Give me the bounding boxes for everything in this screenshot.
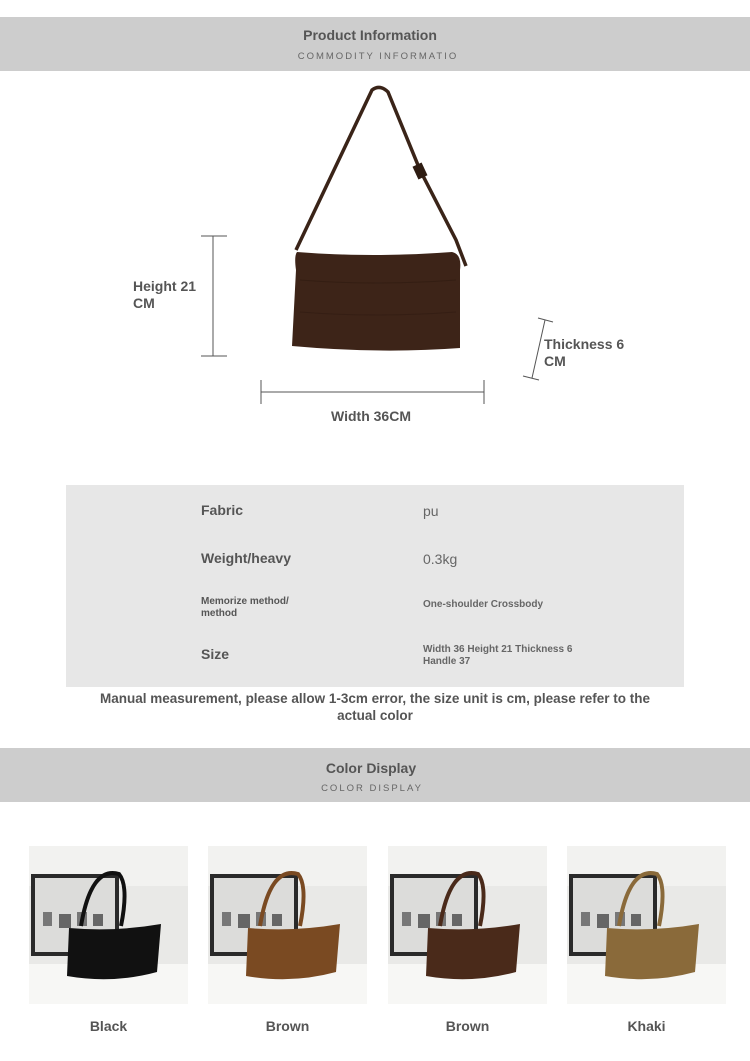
- color-label-4: Khaki: [627, 1018, 666, 1034]
- product-information-banner: [0, 17, 750, 71]
- color-thumbnail-2[interactable]: [208, 846, 367, 1004]
- spec-key-size: Size: [201, 646, 230, 662]
- spec-table: [66, 485, 684, 687]
- color-photo: [208, 846, 367, 1004]
- color-section-subtitle: COLOR DISPLAY: [321, 783, 423, 794]
- spec-key-fabric: Fabric: [201, 502, 244, 518]
- spec-value-fabric: pu: [423, 503, 439, 519]
- width-dimension-line: [261, 380, 484, 404]
- spec-key-weight: Weight/heavy: [201, 550, 291, 566]
- width-label: Width 36CM: [331, 408, 411, 424]
- color-section-title: Color Display: [325, 760, 417, 776]
- color-display-banner: [0, 748, 750, 802]
- spec-key-method: Memorize method/ method: [201, 596, 289, 619]
- color-thumbnail-4[interactable]: [567, 846, 726, 1004]
- color-photo: [29, 846, 188, 1004]
- spec-value-weight: 0.3kg: [423, 551, 458, 567]
- color-thumbnail-1[interactable]: [29, 846, 188, 1004]
- spec-value-size: Width 36 Height 21 Thickness 6 Handle 37: [423, 644, 573, 667]
- thickness-label: Thickness 6 CM: [544, 336, 625, 369]
- color-thumbnail-3[interactable]: [388, 846, 547, 1004]
- height-label: Height 21 CM: [133, 278, 197, 311]
- color-photo: [567, 846, 726, 1004]
- section-subtitle: COMMODITY INFORMATIO: [297, 51, 459, 62]
- spec-value-method: One-shoulder Crossbody: [423, 599, 544, 610]
- bag-image: [292, 87, 466, 350]
- section-title: Product Information: [303, 27, 437, 43]
- measurement-note: Manual measurement, please allow 1-3cm error, the size unit is cm, please refer to the actual color: [100, 691, 650, 723]
- color-label-3: Brown: [445, 1018, 490, 1034]
- color-photo: [388, 846, 547, 1004]
- color-label-1: Black: [89, 1018, 128, 1034]
- color-label-2: Brown: [265, 1018, 310, 1034]
